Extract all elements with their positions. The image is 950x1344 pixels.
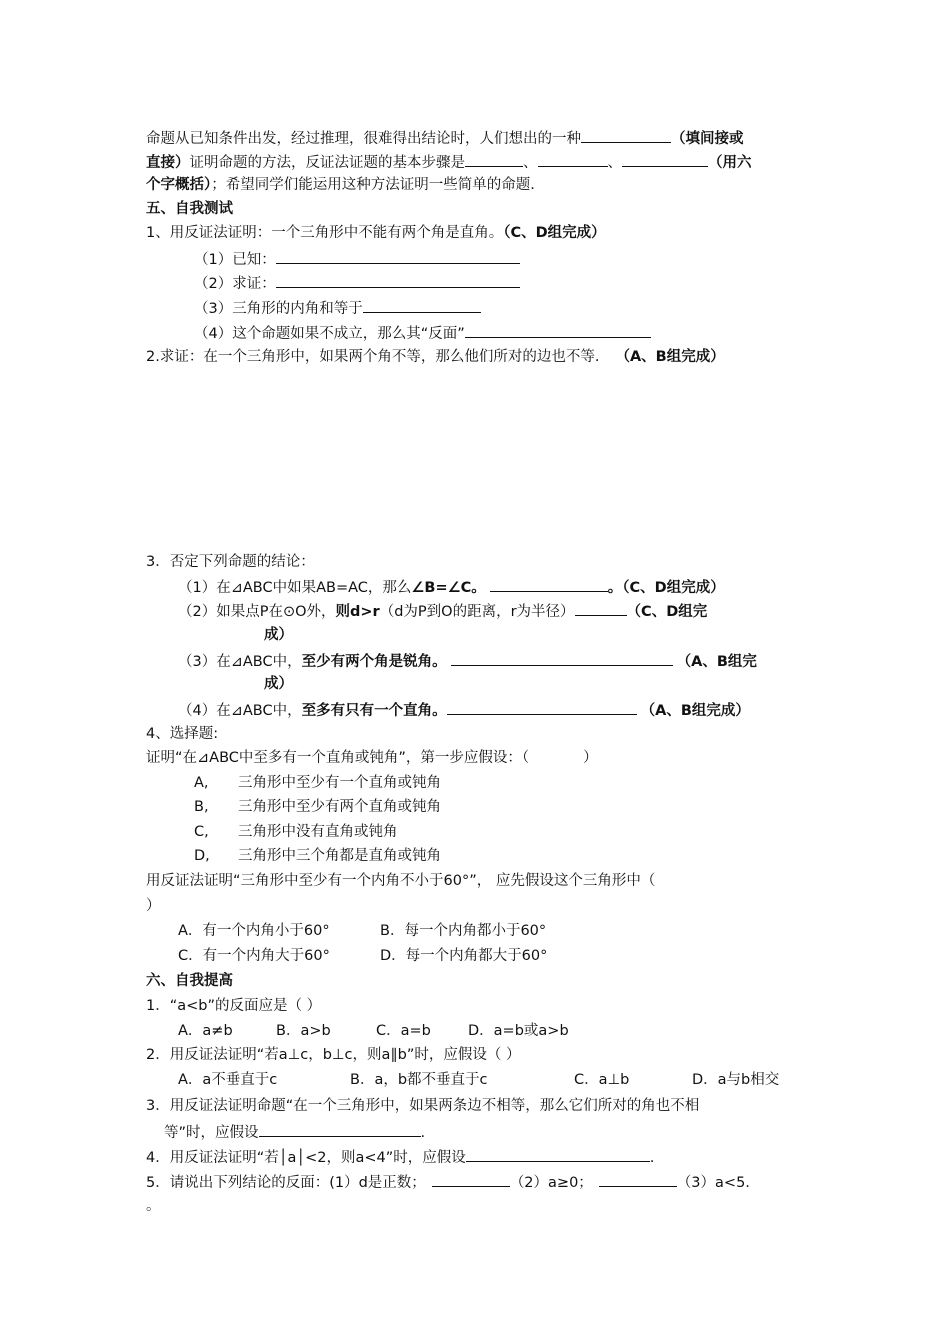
question-2 [146, 347, 725, 367]
q3-item-3 [178, 650, 757, 672]
intro-bold: 直接） [146, 155, 190, 171]
answer-blank[interactable] [581, 127, 671, 143]
option-text: 三角形中没有直角或钝角 [238, 824, 398, 840]
option-text: 三角形中至少有一个直角或钝角 [238, 775, 441, 791]
s6-question-2: 2．用反证法证明“若a⊥c，b⊥c，则a∥b”时，应假设（ ） [146, 1047, 521, 1063]
answer-blank[interactable] [451, 650, 673, 666]
separator: 、 [607, 155, 622, 171]
question-text: 2.求证：在一个三角形中，如果两个角不等，那么他们所对的边也不等. [146, 349, 600, 365]
q4-problem-2: 用反证法证明“三角形中至少有一个内角不小于60°”， 应先假设这个三角形中（ [146, 873, 656, 889]
item-bold: 至多有只有一个直角。 [301, 703, 447, 719]
period: . [649, 1150, 655, 1166]
option-d[interactable]: D．a与b相交 [692, 1072, 780, 1088]
option-a[interactable]: A．a不垂直于c [178, 1072, 278, 1088]
q3-item-4 [178, 699, 750, 721]
s6-question-3: 3．用反证法证明命题“在一个三角形中，如果两条边不相等，那么它们所对的角也不相 [146, 1098, 700, 1114]
option-a[interactable] [194, 773, 441, 793]
section-heading: 五、自我测试 [146, 201, 233, 217]
item-text: （4）这个命题如果不成立，那么其“反面” [194, 326, 465, 342]
intro-text: 命题从已知条件出发，经过推理，很难得出结论时，人们想出的一种 [146, 131, 581, 147]
group-tag: 成） [264, 627, 293, 643]
question-text: 4．用反证法证明“若│a│<2，则a<4”时，应假设 [146, 1150, 466, 1166]
item-bold: ∠B=∠C。 [411, 580, 486, 596]
answer-blank[interactable] [490, 576, 608, 592]
s6-question-1: 1．“a<b”的反面应是（ ） [146, 998, 322, 1014]
answer-paren: ） [146, 898, 161, 914]
answer-blank[interactable] [259, 1121, 421, 1137]
option-c[interactable]: C．a=b [376, 1023, 431, 1039]
group-tag: （C、D组完成） [503, 225, 606, 241]
item-text: （2）求证： [194, 276, 276, 292]
option-d[interactable]: D．a=b或a>b [468, 1023, 569, 1039]
answer-blank[interactable] [575, 600, 627, 616]
answer-blank[interactable] [276, 248, 520, 264]
answer-blank[interactable] [466, 1146, 650, 1162]
option-key: D, [194, 848, 210, 864]
answer-blank[interactable] [538, 151, 608, 167]
s6-question-3-cont [164, 1121, 425, 1143]
answer-blank[interactable] [363, 297, 481, 313]
intro-bold: （填间接或 [671, 131, 744, 147]
question-text: （3）a<5. [676, 1175, 750, 1191]
group-tag: （A、B组完成） [615, 349, 725, 365]
option-c[interactable]: C．a⊥b [574, 1072, 630, 1088]
item-text: （3）三角形的内角和等于 [194, 301, 363, 317]
option-b[interactable]: B．每一个内角都小于60° [380, 923, 547, 939]
intro-text: ；希望同学们能运用这种方法证明一些简单的命题. [211, 177, 535, 193]
answer-blank[interactable] [447, 699, 637, 715]
option-d[interactable] [194, 846, 441, 866]
intro-bold: 个字概括） [146, 177, 212, 193]
period: . [420, 1125, 426, 1141]
separator: 、 [523, 155, 538, 171]
option-text: 三角形中至少有两个直角或钝角 [238, 799, 441, 815]
answer-blank[interactable] [465, 322, 651, 338]
option-a[interactable]: A．有一个内角小于60° [178, 923, 330, 939]
item-text: （3）在⊿ABC中， [178, 654, 302, 670]
trailing-mark: 。 [146, 1198, 161, 1214]
question-text: 1、用反证法证明：一个三角形中不能有两个角是直角。 [146, 225, 504, 241]
option-b[interactable] [194, 797, 441, 817]
answer-blank[interactable] [432, 1171, 510, 1187]
item-bold: 。 [607, 580, 623, 596]
group-tag: （C、D组完成） [622, 580, 725, 596]
group-tag: 成） [264, 676, 293, 692]
answer-blank[interactable] [599, 1171, 677, 1187]
answer-blank[interactable] [622, 151, 708, 167]
intro-bold: （用六 [708, 155, 752, 171]
intro-text: 证明命题的方法，反证法证题的基本步骤是 [189, 155, 465, 171]
option-c[interactable]: C．有一个内角大于60° [178, 948, 330, 964]
question-3: 3．否定下列命题的结论： [146, 554, 315, 570]
option-key: A, [194, 775, 209, 791]
q3-item-1 [178, 576, 725, 598]
answer-paren: ） [583, 750, 598, 766]
question-text: 等”时，应假设 [164, 1125, 259, 1141]
question-text: 证明“在⊿ABC中至多有一个直角或钝角”，第一步应假设：（ [146, 750, 530, 766]
item-text: （d为P到O的距离，r为半径） [379, 604, 575, 620]
option-key: B, [194, 799, 209, 815]
item-bold: 则d>r [335, 604, 380, 620]
question-4: 4、选择题: [146, 726, 219, 742]
q1-item-2 [194, 272, 520, 294]
q1-item-1 [194, 248, 520, 270]
intro-line-3 [146, 175, 535, 195]
group-tag: （A、B组完 [676, 654, 757, 670]
answer-blank[interactable] [465, 151, 523, 167]
question-text: 5．请说出下列结论的反面：(1）d是正数； [146, 1175, 426, 1191]
group-tag: （C、D组完 [626, 604, 708, 620]
item-text: （2）如果点P在⊙O外， [178, 604, 336, 620]
option-b[interactable]: B．a>b [276, 1023, 331, 1039]
q1-item-3 [194, 297, 481, 319]
answer-blank[interactable] [276, 272, 520, 288]
question-text: （2）a≥0； [509, 1175, 593, 1191]
q1-item-4 [194, 322, 651, 344]
option-d[interactable]: D．每一个内角都大于60° [380, 948, 548, 964]
item-bold: 至少有两个角是锐角。 [301, 654, 447, 670]
option-b[interactable]: B．a，b都不垂直于c [350, 1072, 488, 1088]
option-c[interactable] [194, 822, 398, 842]
s6-question-4 [146, 1146, 654, 1168]
intro-line-1 [146, 127, 744, 149]
option-key: C, [194, 824, 209, 840]
option-a[interactable]: A．a≠b [178, 1023, 233, 1039]
item-text: （4）在⊿ABC中， [178, 703, 302, 719]
q3-item-2 [178, 600, 707, 622]
option-text: 三角形中三个角都是直角或钝角 [238, 848, 441, 864]
item-text: （1）已知： [194, 252, 276, 268]
question-1 [146, 223, 606, 243]
section-heading: 六、自我提高 [146, 973, 233, 989]
s6-question-5 [146, 1171, 750, 1193]
q4-problem-1 [146, 748, 598, 768]
group-tag: （A、B组完成） [640, 703, 750, 719]
item-text: （1）在⊿ABC中如果AB=AC，那么 [178, 580, 412, 596]
intro-line-2 [146, 151, 752, 173]
